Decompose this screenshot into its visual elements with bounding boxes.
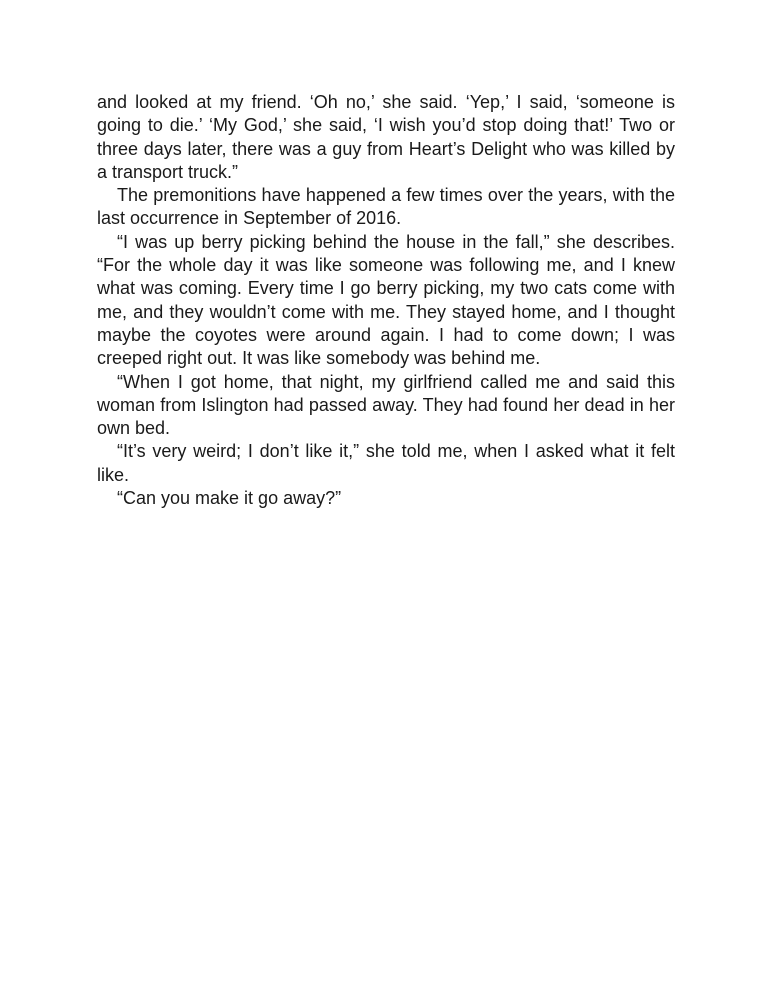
paragraph-got-home: “When I got home, that night, my girlfriend called me and said this woman from Islington had passed away. They had found her dead in her own bed. bbox=[97, 371, 675, 439]
paragraph-premonitions: The premonitions have happened a few times over the years, with the last occurrence in September of 2016. bbox=[97, 185, 675, 229]
paragraph-berry-picking: “I was up berry picking behind the house in the fall,” she describes. “For the whole day it was like someone was following me, and I knew what was coming. Every time I go berry picking, my two cats come with me, and they wouldn’t come with me. They stayed home, and I thought maybe the coyotes were around again. I had to come down; I was creeped right out. It was like somebody was behind me. bbox=[97, 231, 675, 369]
paragraph-continuation: and looked at my friend. ‘Oh no,’ she said. ‘Yep,’ I said, ‘someone is going to die.’ ‘My God,’ she said, ‘I wish you’d stop doing that!’ Two or three days later, there was a guy from Heart’s Delight who was killed by a transport truck.” bbox=[97, 92, 675, 182]
body-text bbox=[97, 91, 675, 510]
paragraph-very-weird: “It’s very weird; I don’t like it,” she told me, when I asked what it felt like. bbox=[97, 441, 675, 485]
paragraph-go-away: “Can you make it go away?” bbox=[117, 488, 342, 509]
